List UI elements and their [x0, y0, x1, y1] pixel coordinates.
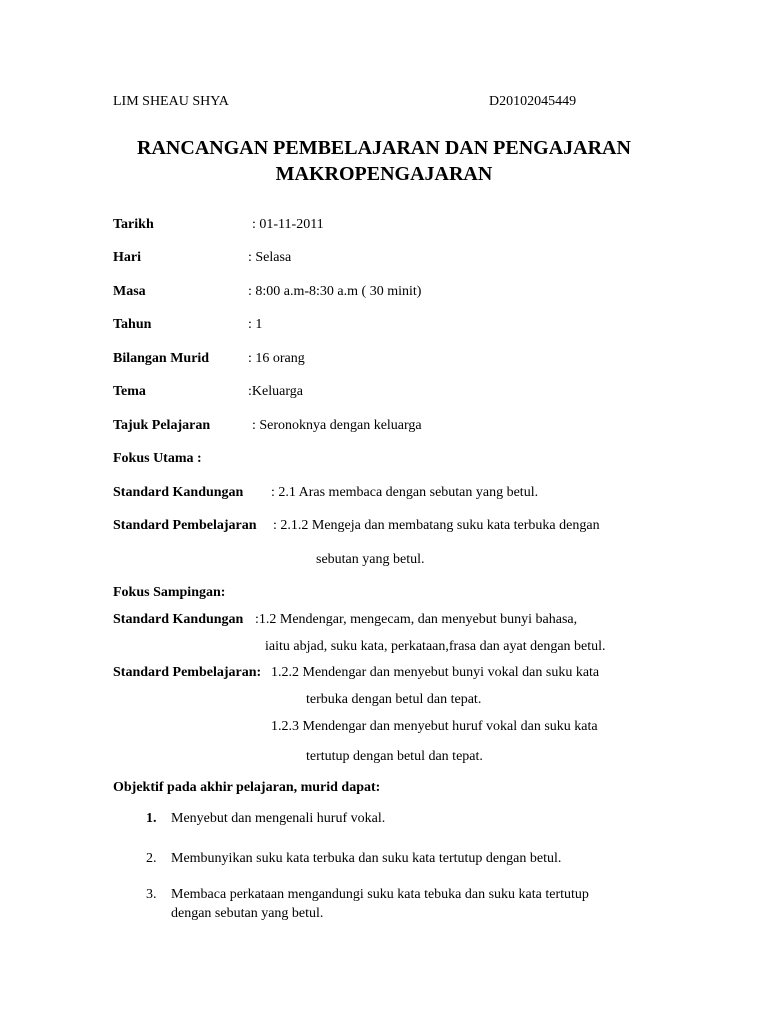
tahun-value: : 1 — [248, 317, 263, 332]
fokus-sampingan-sp-value-3: 1.2.3 Mendengar dan menyebut huruf vokal dan suku kata — [271, 719, 598, 734]
student-id: D20102045449 — [489, 94, 577, 109]
objektif-item-2-number: 2. — [146, 851, 157, 866]
tajuk-pelajaran-label: Tajuk Pelajaran — [113, 418, 211, 433]
fokus-utama-sp-label: Standard Pembelajaran — [113, 518, 257, 533]
hari-label: Hari — [113, 250, 141, 265]
bilangan-murid-label: Bilangan Murid — [113, 351, 210, 366]
objektif-item-1-number: 1. — [146, 811, 157, 826]
tema-value: :Keluarga — [248, 384, 303, 399]
tema-label: Tema — [113, 384, 146, 399]
tajuk-pelajaran-value: : Seronoknya dengan keluarga — [252, 418, 422, 433]
fokus-utama-heading: Fokus Utama : — [113, 451, 202, 466]
objektif-item-3-number: 3. — [146, 887, 157, 902]
fokus-utama-sp-value-1: : 2.1.2 Mengeja dan membatang suku kata terbuka dengan — [273, 518, 600, 533]
objektif-item-2-text: Membunyikan suku kata terbuka dan suku kata tertutup dengan betul. — [171, 851, 562, 866]
fokus-utama-sk-label: Standard Kandungan — [113, 485, 244, 500]
tarikh-label: Tarikh — [113, 217, 154, 232]
fokus-utama-sp-value-2: sebutan yang betul. — [316, 552, 425, 567]
tahun-label: Tahun — [113, 317, 152, 332]
student-name: LIM SHEAU SHYA — [113, 94, 229, 109]
fokus-utama-sk-value: : 2.1 Aras membaca dengan sebutan yang betul. — [271, 485, 539, 500]
document-title-line-1: RANCANGAN PEMBELAJARAN DAN PENGAJARAN — [137, 137, 631, 159]
fokus-sampingan-sp-value-4: tertutup dengan betul dan tepat. — [306, 749, 483, 764]
fokus-sampingan-sp-label: Standard Pembelajaran: — [113, 665, 262, 680]
objektif-heading: Objektif pada akhir pelajaran, murid dapat: — [113, 780, 381, 795]
masa-value: : 8:00 a.m-8:30 a.m ( 30 minit) — [248, 284, 422, 299]
hari-value: : Selasa — [248, 250, 292, 265]
masa-label: Masa — [113, 284, 146, 299]
tarikh-value: : 01-11-2011 — [252, 217, 324, 232]
fokus-sampingan-sk-value-1: :1.2 Mendengar, mengecam, dan menyebut bunyi bahasa, — [255, 612, 578, 627]
document-title-line-2: MAKROPENGAJARAN — [275, 163, 493, 185]
fokus-sampingan-sk-value-2: iaitu abjad, suku kata, perkataan,frasa dan ayat dengan betul. — [265, 639, 606, 654]
objektif-item-3-text-line-1: Membaca perkataan mengandungi suku kata tebuka dan suku kata tertutup — [171, 887, 589, 902]
objektif-item-3-text-line-2: dengan sebutan yang betul. — [171, 906, 324, 921]
fokus-sampingan-sp-value-2: terbuka dengan betul dan tepat. — [306, 692, 482, 707]
fokus-sampingan-heading: Fokus Sampingan: — [113, 585, 226, 600]
fokus-sampingan-sk-label: Standard Kandungan — [113, 612, 244, 627]
bilangan-murid-value: : 16 orang — [248, 351, 305, 366]
fokus-sampingan-sp-value-1: 1.2.2 Mendengar dan menyebut bunyi vokal dan suku kata — [271, 665, 600, 680]
objektif-item-1-text: Menyebut dan mengenali huruf vokal. — [171, 811, 386, 826]
